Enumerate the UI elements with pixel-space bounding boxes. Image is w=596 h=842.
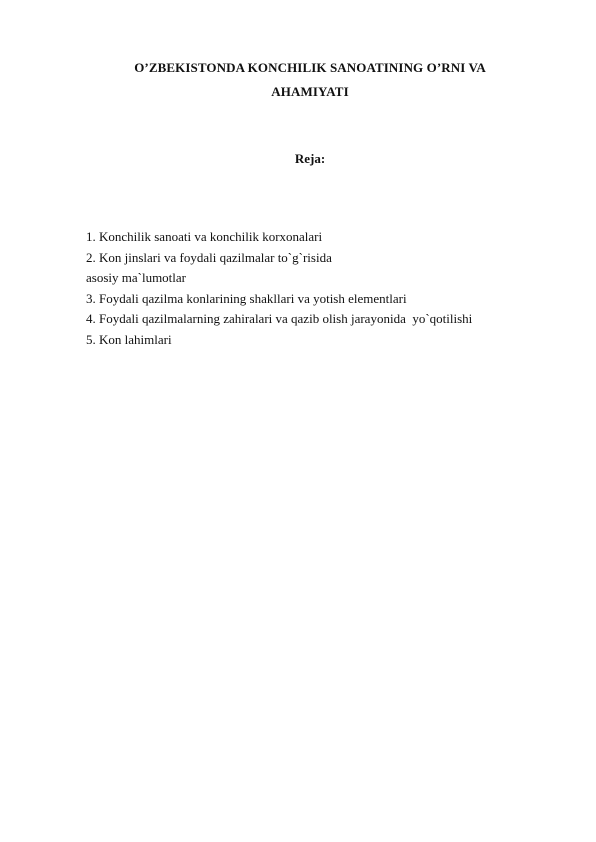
document-title-line-2: AHAMIYATI bbox=[271, 84, 349, 99]
plan-item-3: 3. Foydali qazilma konlarining shakllari va yotish elementlari bbox=[86, 290, 407, 306]
plan-item-4: 4. Foydali qazilmalarning zahiralari va qazib olish jarayonida yo`qotilishi bbox=[86, 311, 473, 326]
plan-item-5: 5. Kon lahimlari bbox=[86, 331, 172, 347]
plan-item-2: 2. Kon jinslari va foydali qazilmalar to`g`risida bbox=[86, 249, 332, 265]
plan-heading: Reja: bbox=[294, 151, 326, 166]
plan-list bbox=[86, 227, 556, 350]
plan-item-2-continuation: asosiy ma`lumotlar bbox=[86, 270, 187, 285]
document-title bbox=[60, 56, 560, 104]
plan-item-1: 1. Konchilik sanoati va konchilik korxonalari bbox=[86, 229, 323, 244]
document-title-line-1: O’ZBEKISTONDA KONCHILIK SANOATINING O’RNI VA bbox=[134, 60, 486, 75]
